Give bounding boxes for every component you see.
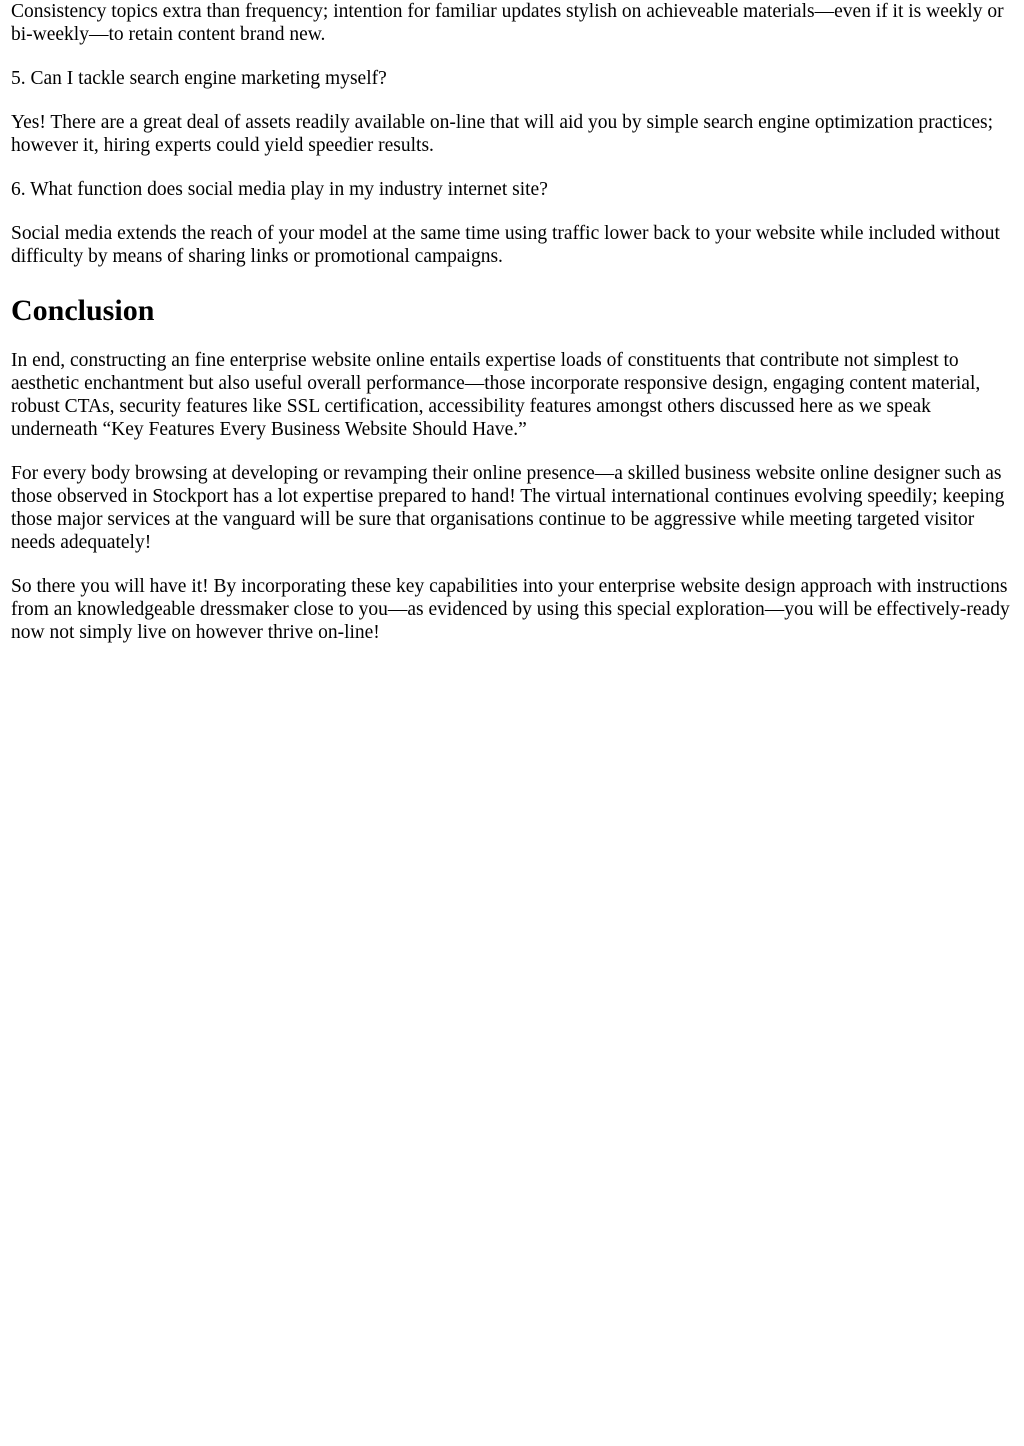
paragraph-consistency: Consistency topics extra than frequency; intention for familiar updates stylish on achieveable materials—even if it is weekly or bi-weekly—to retain content brand new. xyxy=(11,1,1004,45)
conclusion-paragraph-2: For every body browsing at developing or revamping their online presence—a skilled business website online designer such as those observed in Stockport has a lot expertise prepared to hand! The virtual international continues evolving speedily; keeping those major services at the vanguard will be sure that organisations continue to be aggressive while meeting targeted visitor needs adequately! xyxy=(11,463,1005,553)
faq-question-5: 5. Can I tackle search engine marketing myself? xyxy=(11,68,387,89)
conclusion-heading: Conclusion xyxy=(11,294,155,327)
faq-answer-5: Yes! There are a great deal of assets readily available on-line that will aid you by simple search engine optimization practices; however it, hiring experts could yield speedier results. xyxy=(11,112,994,156)
article-body xyxy=(0,0,1024,644)
faq-question-6: 6. What function does social media play in my industry internet site? xyxy=(11,179,548,200)
conclusion-paragraph-1: In end, constructing an fine enterprise website online entails expertise loads of constituents that contribute not simplest to aesthetic enchantment but also useful overall performance—those incorporate responsive design, engaging content material, robust CTAs, security features like SSL certification, accessibility features amongst others discussed here as we speak underneath “Key Features Every Business Website Should Have.” xyxy=(11,350,981,440)
faq-answer-6: Social media extends the reach of your model at the same time using traffic lower back to your website while included without difficulty by means of sharing links or promotional campaigns. xyxy=(11,223,1000,267)
conclusion-paragraph-3: So there you will have it! By incorporating these key capabilities into your enterprise website design approach with instructions from an knowledgeable dressmaker close to you—as evidenced by using this special exploration—you will be effectively-ready now not simply live on however thrive on-line! xyxy=(11,576,1010,643)
